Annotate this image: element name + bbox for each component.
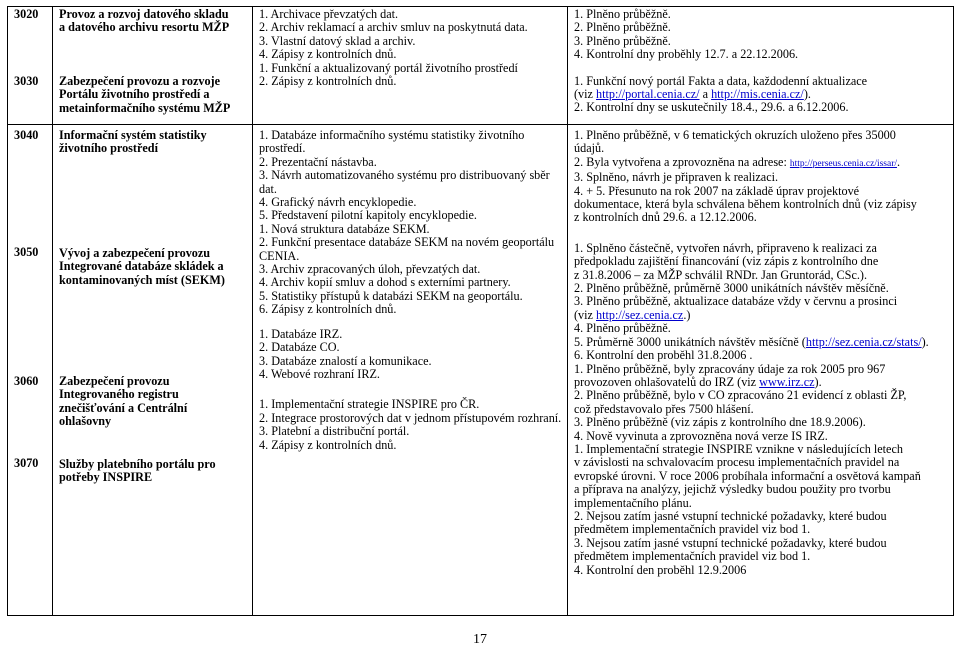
- output-line: 2. Prezentační nástavba.: [259, 154, 377, 169]
- result-line: 3. Plněno průběžně, aktualizace databáze vždy v červnu a prosinci: [574, 294, 898, 309]
- output-line: 1. Nová struktura databáze SEKM.: [259, 221, 430, 236]
- output-line: 2. Integrace prostorových dat v jednom přístupovém rozhraní.: [259, 410, 562, 425]
- task-code-cell: [8, 125, 53, 616]
- task-title-line: Vývoj a zabezpečení provozu: [59, 245, 211, 260]
- task-title-line: Zabezpečení provozu: [59, 374, 170, 389]
- page-number: 17: [473, 632, 487, 647]
- fulfilment-cell: [568, 7, 954, 125]
- result-line: 1. Plněno průběžně, v 6 tematických okruzích uloženo přes 35000: [574, 128, 896, 142]
- result-line: 3. Plněno průběžně.: [574, 33, 671, 48]
- output-line: 3. Archiv zpracovaných úloh, převzatých dat.: [259, 262, 481, 277]
- link-prefix: 2. Byla vytvořena a zprovozněna na adrese:: [574, 154, 790, 169]
- result-line: a příprava na analýzy, jejichž výsledky budou použity pro tvorbu: [574, 482, 891, 497]
- result-line: 3. Splněno, návrh je připraven k realizaci.: [574, 170, 779, 185]
- task-title-line: Informační systém statistiky: [59, 128, 207, 142]
- result-line: [574, 336, 949, 349]
- output-line: 3. Vlastní datový sklad a archiv.: [259, 33, 416, 48]
- task-title-line: Portálu životního prostředí a: [59, 87, 210, 102]
- result-line: 4. + 5. Přesunuto na rok 2007 na základě úprav projektové: [574, 183, 860, 198]
- output-line: 4. Webové rozhraní IRZ.: [259, 366, 380, 381]
- task-code: 3070: [14, 456, 39, 471]
- output-line: 4. Zápisy z kontrolních dnů.: [259, 437, 397, 452]
- link-prefix: 5. Průměrně 3000 unikátních návštěv měsíčně (: [574, 334, 806, 349]
- result-line: údajů.: [574, 141, 605, 156]
- output-line: CENIA.: [259, 248, 300, 263]
- link-suffix: .: [897, 154, 901, 169]
- sez-link[interactable]: http://sez.cenia.cz: [596, 307, 684, 322]
- output-line: 3. Databáze znalostí a komunikace.: [259, 353, 432, 368]
- task-title-line: Integrovaného registru: [59, 387, 179, 402]
- result-line: 4. Kontrolní dny proběhly 12.7. a 22.12.2006.: [574, 47, 799, 62]
- task-title-line: znečišťování a Centrální: [59, 400, 188, 415]
- link-prefix: (viz: [574, 307, 596, 322]
- result-line: 3. Nejsou zatím jasné vstupní technické požadavky, které budou: [574, 535, 887, 550]
- task-title-line: ohlašovny: [59, 414, 112, 429]
- result-line: 4. Plněno průběžně.: [574, 321, 671, 336]
- result-line: 2. Plněno průběžně, průměrně 3000 unikátních návštěv měsíčně.: [574, 281, 889, 296]
- task-title-line: Služby platebního portálu pro: [59, 456, 216, 471]
- planned-outputs-cell: [253, 125, 568, 616]
- result-line: [574, 309, 949, 322]
- mis-link[interactable]: http://mis.cenia.cz/: [711, 87, 804, 102]
- result-line: 1. Plněno průběžně, byly zpracovány údaje za rok 2005 pro 967: [574, 361, 886, 376]
- result-line: 1. Plněno průběžně.: [574, 7, 671, 21]
- link-suffix: ).: [803, 87, 811, 102]
- task-title-line: a datového archivu resortu MŽP: [59, 20, 230, 35]
- output-line: 1. Implementační strategie INSPIRE pro ČR.: [259, 397, 480, 412]
- sez-stats-link[interactable]: http://sez.cenia.cz/stats/: [805, 334, 922, 349]
- result-line: evropské úrovni. V roce 2006 probíhala informační a osvětová kampaň: [574, 468, 921, 483]
- result-line: 6. Kontrolní den proběhl 31.8.2006 .: [574, 348, 753, 363]
- output-line: 4. Zápisy z kontrolních dnů.: [259, 47, 397, 62]
- link-mid: a: [699, 87, 712, 102]
- irz-link[interactable]: www.irz.cz: [759, 374, 815, 389]
- output-line: prostředí.: [259, 141, 306, 156]
- link-prefix: provozoven ohlašovatelů do IRZ (viz: [574, 374, 760, 389]
- output-line: 6. Zápisy z kontrolních dnů.: [259, 302, 397, 317]
- output-line: 2. Zápisy z kontrolních dnů.: [259, 74, 397, 89]
- result-line: 2. Plněno průběžně.: [574, 20, 671, 35]
- output-line: 1. Databáze informačního systému statistiky životního: [259, 128, 525, 142]
- output-line: 5. Představení pilotní kapitoly encyklopedie.: [259, 208, 477, 223]
- table-row: [8, 125, 954, 616]
- result-line: [574, 376, 949, 389]
- result-line: v závislosti na schvalovacím procesu implementačních pravidel na: [574, 455, 900, 470]
- result-line: 1. Funkční nový portál Fakta a data, každodenní aktualizace: [574, 73, 868, 88]
- result-line: 2. Plněno průběžně, bylo v CO zpracováno 21 evidencí z oblasti ŽP,: [574, 388, 907, 403]
- planned-outputs-cell: [253, 7, 568, 125]
- task-code: 3050: [14, 245, 39, 260]
- task-title-line: metainformačního systému MŽP: [59, 100, 231, 115]
- result-line: předpokladu zajištění financování (viz zápis z kontrolního dne: [574, 254, 879, 269]
- output-line: 4. Archiv kopií smluv a dohod s externími partnery.: [259, 275, 511, 290]
- link-suffix: .): [683, 307, 691, 322]
- link-suffix: ).: [814, 374, 822, 389]
- output-line: 4. Grafický návrh encyklopedie.: [259, 195, 417, 210]
- result-line: což představovalo přes 7500 hlášení.: [574, 401, 754, 416]
- output-line: 3. Platební a distribuční portál.: [259, 424, 410, 439]
- result-line: 1. Splněno částečně, vytvořen návrh, připraveno k realizaci za: [574, 240, 877, 255]
- task-title-line: životního prostředí: [59, 141, 158, 156]
- result-line: 2. Kontrolní dny se uskutečnily 18.4., 29.6. a 6.12.2006.: [574, 100, 849, 115]
- task-title-line: Integrované databáze skládek a: [59, 259, 224, 274]
- result-line: 2. Nejsou zatím jasné vstupní technické požadavky, které budou: [574, 508, 887, 523]
- fulfilment-cell: [568, 125, 954, 616]
- task-code: 3040: [14, 128, 39, 142]
- task-code: 3060: [14, 373, 39, 388]
- result-line: z 31.8.2006 – za MŽP schválil RNDr. Jan Gruntorád, CSc.).: [574, 267, 868, 282]
- task-title-cell: [53, 7, 253, 125]
- task-code-cell: [8, 7, 53, 125]
- result-line: [574, 88, 949, 101]
- output-line: 1. Funkční a aktualizovaný portál životního prostředí: [259, 60, 518, 75]
- result-line: 4. Kontrolní den proběhl 12.9.2006: [574, 562, 747, 577]
- output-line: 2. Archiv reklamací a archiv smluv na poskytnutá data.: [259, 20, 528, 35]
- task-title-line: potřeby INSPIRE: [59, 470, 153, 485]
- link-prefix: (viz: [574, 87, 596, 102]
- result-line: [574, 156, 949, 171]
- output-line: 5. Statistiky přístupů k databázi SEKM na geoportálu.: [259, 288, 523, 303]
- output-line: 2. Funkční presentace databáze SEKM na novém geoportálu: [259, 235, 555, 250]
- result-line: 4. Nově vyvinuta a zprovozněna nová verze IS IRZ.: [574, 428, 828, 443]
- task-title-line: Provoz a rozvoj datového skladu: [59, 7, 229, 21]
- output-line: 2. Databáze CO.: [259, 340, 340, 355]
- output-line: dat.: [259, 181, 277, 196]
- result-line: z kontrolních dnů 29.6. a 12.12.2006.: [574, 210, 757, 225]
- result-line: 3. Plněno průběžně (viz zápis z kontrolního dne 18.9.2006).: [574, 415, 866, 430]
- task-code: 3020: [14, 7, 39, 21]
- output-line: 1. Archivace převzatých dat.: [259, 7, 399, 21]
- link-suffix: ).: [921, 334, 929, 349]
- portal-link[interactable]: http://portal.cenia.cz/: [596, 87, 700, 102]
- task-title-cell: [53, 125, 253, 616]
- report-table: [7, 6, 954, 616]
- result-line: 1. Implementační strategie INSPIRE vznikne v následujících letech: [574, 441, 903, 456]
- result-line: předmětem implementačních pravidel viz bod 1.: [574, 549, 811, 564]
- task-code: 3030: [14, 74, 39, 89]
- task-title-line: kontaminovaných míst (SEKM): [59, 272, 225, 287]
- perseus-link[interactable]: http://perseus.cenia.cz/issar/: [789, 158, 898, 169]
- output-line: 1. Databáze IRZ.: [259, 326, 343, 341]
- task-title-line: Zabezpečení provozu a rozvoje: [59, 73, 221, 88]
- result-line: dokumentace, která byla schválena během kontrolních dnů (viz zápisy: [574, 197, 917, 212]
- table-row: [8, 7, 954, 125]
- output-line: 3. Návrh automatizovaného systému pro distribuovaný sběr: [259, 168, 550, 183]
- result-line: předmětem implementačních pravidel viz bod 1.: [574, 522, 811, 537]
- result-line: implementačního plánu.: [574, 495, 692, 510]
